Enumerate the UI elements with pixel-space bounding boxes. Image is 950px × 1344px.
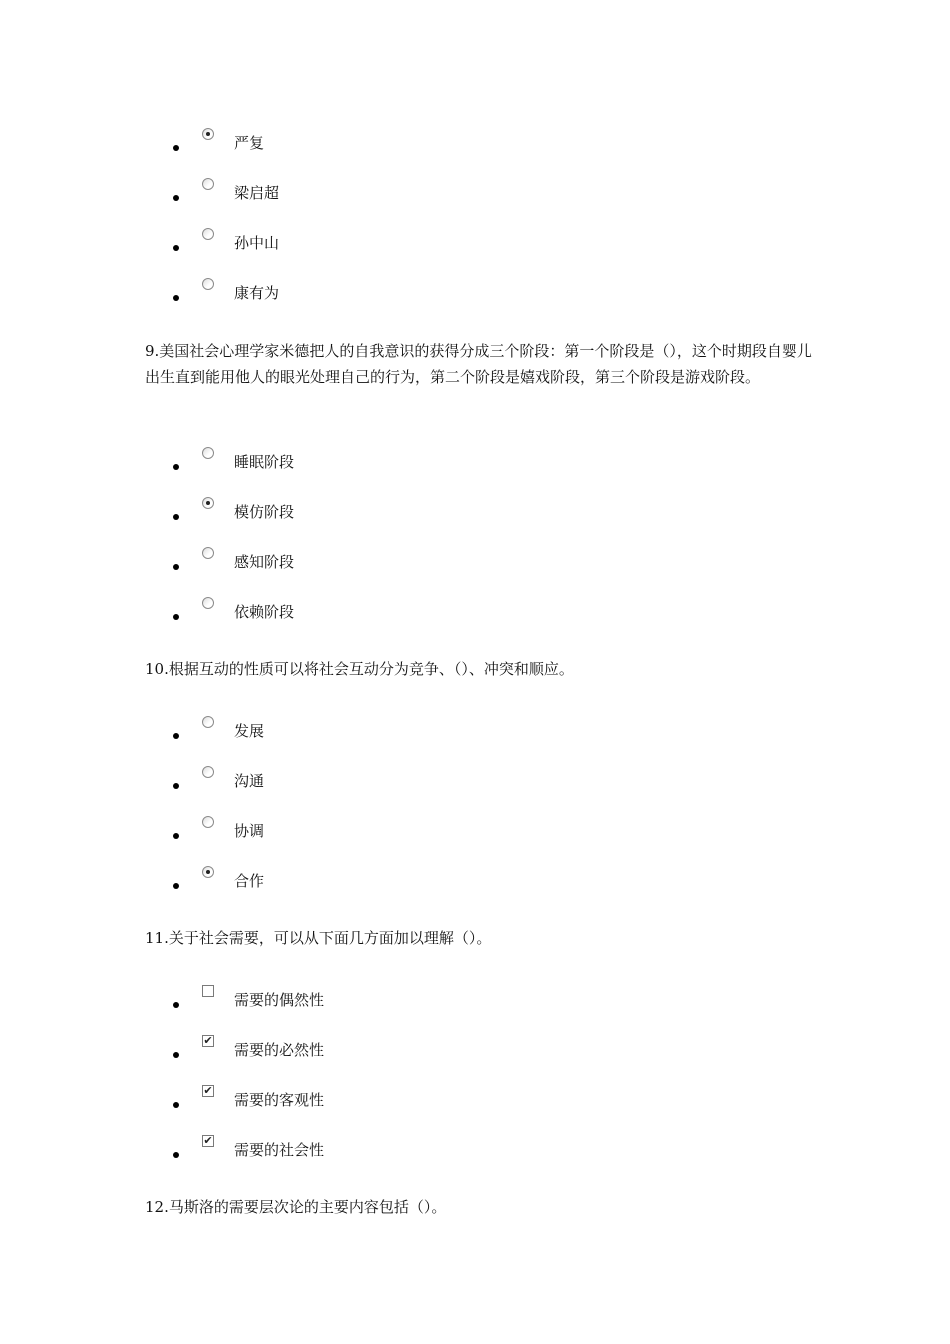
option-label: 模仿阶段: [234, 503, 295, 521]
radio-button-icon[interactable]: [202, 547, 214, 559]
q8-option-4[interactable]: [0, 278, 950, 328]
checkbox-icon[interactable]: [202, 985, 214, 997]
option-label: 沟通: [234, 772, 265, 790]
question-12-text: 12.马斯洛的需要层次论的主要内容包括（）。: [145, 1198, 447, 1216]
q10-option-3[interactable]: [0, 816, 950, 866]
bullet-icon: [173, 295, 179, 301]
checkbox-icon[interactable]: ✔: [203, 1084, 213, 1097]
radio-button-icon[interactable]: [202, 278, 214, 290]
option-label: 严复: [234, 134, 265, 152]
q9-option-2[interactable]: [0, 497, 950, 547]
bullet-icon: [173, 614, 179, 620]
bullet-icon: [173, 1102, 179, 1108]
q8-options: [0, 128, 950, 328]
q9-option-3[interactable]: [0, 547, 950, 597]
bullet-icon: [173, 1152, 179, 1158]
radio-button-icon[interactable]: [202, 447, 214, 459]
option-label: 感知阶段: [234, 553, 295, 571]
bullet-icon: [173, 145, 179, 151]
q10-option-1[interactable]: [0, 716, 950, 766]
option-label: 发展: [234, 722, 265, 740]
radio-button-icon[interactable]: [202, 178, 214, 190]
bullet-icon: [173, 733, 179, 739]
option-label: 协调: [234, 822, 265, 840]
question-10-text: 10.根据互动的性质可以将社会互动分为竞争、（）、冲突和顺应。: [145, 660, 574, 678]
option-label: 需要的偶然性: [234, 991, 325, 1009]
option-label: 梁启超: [234, 184, 280, 202]
checkbox-icon[interactable]: ✔: [203, 1134, 213, 1147]
question-9-text: 9.美国社会心理学家米德把人的自我意识的获得分成三个阶段：第一个阶段是（），这个时期段自婴儿出生直到能用他人的眼光处理自己的行为，第二个阶段是嬉戏阶段，第三个阶段是游戏阶段。: [145, 342, 812, 386]
bullet-icon: [173, 195, 179, 201]
option-label: 需要的客观性: [234, 1091, 325, 1109]
radio-button-icon[interactable]: [202, 497, 214, 509]
radio-button-icon[interactable]: [202, 597, 214, 609]
bullet-icon: [173, 514, 179, 520]
q9-options: [0, 447, 950, 647]
q11-option-2[interactable]: [0, 1035, 950, 1085]
bullet-icon: [173, 464, 179, 470]
option-label: 合作: [234, 872, 265, 890]
bullet-icon: [173, 783, 179, 789]
q11-option-4[interactable]: [0, 1135, 950, 1185]
option-label: 需要的必然性: [234, 1041, 325, 1059]
q8-option-3[interactable]: [0, 228, 950, 278]
bullet-icon: [173, 833, 179, 839]
radio-button-icon[interactable]: [202, 716, 214, 728]
q11-options: [0, 985, 950, 1185]
q10-option-2[interactable]: [0, 766, 950, 816]
option-label: 依赖阶段: [234, 603, 295, 621]
q11-option-3[interactable]: [0, 1085, 950, 1135]
option-label: 孙中山: [234, 234, 280, 252]
option-label: 睡眠阶段: [234, 453, 295, 471]
q8-option-1[interactable]: [0, 128, 950, 178]
bullet-icon: [173, 883, 179, 889]
radio-button-icon[interactable]: [202, 766, 214, 778]
radio-button-icon[interactable]: [202, 228, 214, 240]
q10-options: [0, 716, 950, 916]
q9-option-1[interactable]: [0, 447, 950, 497]
option-label: 需要的社会性: [234, 1141, 325, 1159]
option-label: 康有为: [234, 284, 280, 302]
radio-button-icon[interactable]: [202, 866, 214, 878]
q11-option-1[interactable]: [0, 985, 950, 1035]
bullet-icon: [173, 1002, 179, 1008]
bullet-icon: [173, 245, 179, 251]
q10-option-4[interactable]: [0, 866, 950, 916]
radio-button-icon[interactable]: [202, 128, 214, 140]
bullet-icon: [173, 564, 179, 570]
checkbox-icon[interactable]: ✔: [203, 1034, 213, 1047]
q8-option-2[interactable]: [0, 178, 950, 228]
q9-option-4[interactable]: [0, 597, 950, 647]
radio-button-icon[interactable]: [202, 816, 214, 828]
bullet-icon: [173, 1052, 179, 1058]
question-11-text: 11.关于社会需要，可以从下面几方面加以理解（）。: [145, 929, 492, 947]
